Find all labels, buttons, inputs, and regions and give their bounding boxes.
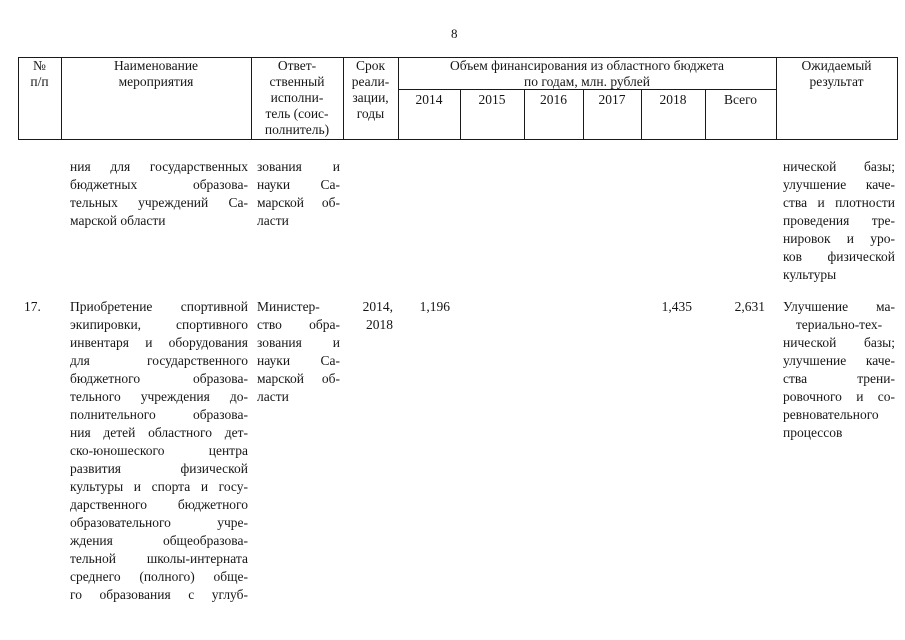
text-line: нической базы; <box>783 159 895 174</box>
text-line: образовательного учре- <box>70 515 248 530</box>
text-line: Приобретение спортивной <box>70 299 248 314</box>
text-line: зования и <box>257 159 340 174</box>
header-text: № <box>33 58 46 73</box>
header-text: Ожидаемый <box>801 58 872 73</box>
header-responsible <box>251 58 343 138</box>
header-name <box>61 58 251 90</box>
header-funding <box>398 58 776 90</box>
text-line: для государственного <box>70 353 248 368</box>
text-line: ство обра- <box>257 317 340 332</box>
header-text: результат <box>809 74 864 89</box>
header-text: Ответ- <box>277 58 317 73</box>
header-text: исполни- <box>270 90 324 105</box>
cell-name <box>70 298 248 604</box>
cell-2014: 1,196 <box>419 299 450 314</box>
header-text: по годам, млн. рублей <box>524 74 650 89</box>
header-year-2015: 2015 <box>478 92 506 107</box>
header-year-2014: 2014 <box>415 92 443 107</box>
text-line: ков физической <box>783 249 895 264</box>
text-line: тельных учреждений Са- <box>70 195 248 210</box>
column-rule <box>897 57 898 140</box>
text-line: улучшение каче- <box>783 177 895 192</box>
text-line: развития физической <box>70 461 248 476</box>
header-text: Наименование <box>113 58 199 73</box>
text-line: ревновательного <box>783 407 879 422</box>
header-number <box>18 58 61 90</box>
text-line: нировок и уро- <box>783 231 895 246</box>
cell-term <box>343 298 393 334</box>
header-text: полнитель) <box>264 122 330 137</box>
cell-2018: 1,435 <box>661 299 692 314</box>
text-line: культуры <box>783 267 837 282</box>
cell-total: 2,631 <box>734 299 765 314</box>
text-line: тельного учреждения до- <box>70 389 248 404</box>
page-number: 8 <box>451 26 458 41</box>
text-line: териально-тех- <box>795 317 883 332</box>
text-line: ласти <box>257 213 289 228</box>
text-line: ния для государственных <box>70 159 248 174</box>
header-text: тель (соис- <box>265 106 329 121</box>
header-bottom-rule <box>18 139 898 140</box>
text-line: культуры и спорта и госу- <box>70 479 248 494</box>
header-year-2016: 2016 <box>540 92 567 107</box>
text-line: марской области <box>70 213 166 228</box>
cell-responsible <box>257 158 340 230</box>
text-line: экипировки, спортивного <box>70 317 248 332</box>
header-year-2018: 2018 <box>659 92 687 107</box>
text-line: 2018 <box>366 317 393 332</box>
text-line: ства трени- <box>783 371 895 386</box>
text-line: тельной школы-интерната <box>70 551 248 566</box>
header-term <box>343 58 398 122</box>
header-result <box>776 58 897 90</box>
text-line: проведения тре- <box>783 213 895 228</box>
text-line: ства и плотности <box>783 195 895 210</box>
text-line: марской об- <box>257 371 340 386</box>
text-line: полнительного образова- <box>70 407 248 422</box>
header-text: мероприятия <box>118 74 194 89</box>
cell-responsible <box>257 298 340 406</box>
cell-result <box>783 298 895 442</box>
text-line: Улучшение ма- <box>783 299 895 314</box>
text-line: ния детей областного дет- <box>70 425 248 440</box>
header-text: зации, <box>352 90 389 105</box>
text-line: науки Са- <box>257 177 340 192</box>
text-line: го образования с углуб- <box>70 587 248 602</box>
text-line: бюджетных образова- <box>70 177 248 192</box>
header-total: Всего <box>723 92 758 107</box>
header-text: Объем финансирования из областного бюджета <box>450 58 724 73</box>
text-line: ласти <box>257 389 289 404</box>
text-line: бюджетного образова- <box>70 371 248 386</box>
cell-name <box>70 158 248 230</box>
header-text: Срок <box>355 58 386 73</box>
header-year-2017: 2017 <box>598 92 626 107</box>
text-line: инвентаря и оборудования <box>70 335 248 350</box>
text-line: дарственного бюджетного <box>70 497 248 512</box>
cell-result <box>783 158 895 284</box>
text-line: марской об- <box>257 195 340 210</box>
text-line: зования и <box>257 335 340 350</box>
header-text: ственный <box>269 74 325 89</box>
header-text: п/п <box>30 74 49 89</box>
cell-row-number: 17. <box>24 299 41 314</box>
text-line: среднего (полного) обще- <box>70 569 248 584</box>
text-line: улучшение каче- <box>783 353 895 368</box>
text-line: науки Са- <box>257 353 340 368</box>
text-line: ждения общеобразова- <box>70 533 248 548</box>
text-line: ровочного и со- <box>783 389 895 404</box>
text-line: ско-юношеского центра <box>70 443 248 458</box>
header-text: реали- <box>351 74 390 89</box>
header-text: годы <box>356 106 385 121</box>
text-line: нической базы; <box>783 335 895 350</box>
text-line: процессов <box>783 425 843 440</box>
text-line: 2014, <box>362 299 393 314</box>
text-line: Министер- <box>257 299 320 314</box>
